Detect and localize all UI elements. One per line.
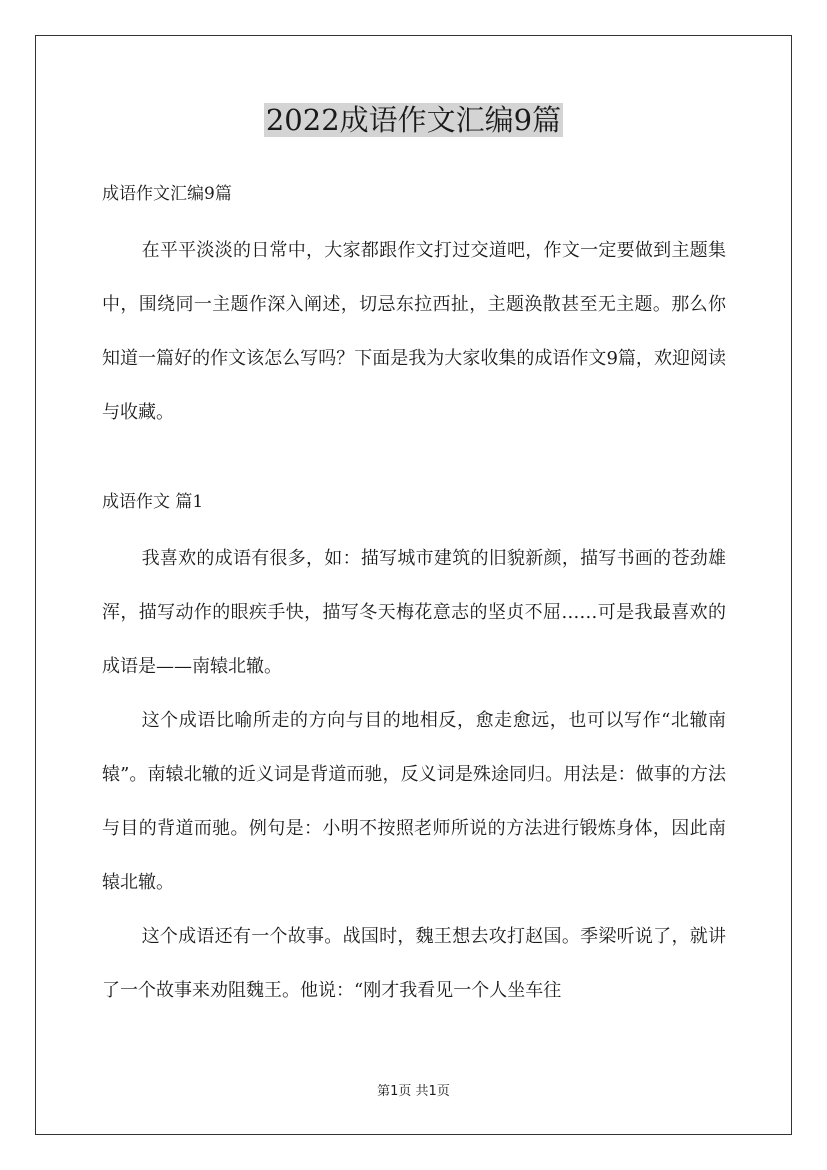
- body-paragraph-3: 这个成语还有一个故事。战国时，魏王想去攻打赵国。季梁听说了，就讲了一个故事来劝阻魏王。他说：“刚才我看见一个人坐车往: [102, 926, 726, 1001]
- document-title: [0, 98, 827, 142]
- section-heading: 成语作文 篇1: [102, 492, 204, 512]
- document-title-text: 2022成语作文汇编9篇: [265, 103, 562, 137]
- body-paragraph-2: 这个成语比喻所走的方向与目的地相反，愈走愈远，也可以写作“北辙南辕”。南辕北辙的近义词是背道而驰，反义词是殊途同归。用法是：做事的方法与目的背道而驰。例句是：小明不按照老师所说的方法进行锻炼身体，因此南辕北辙。: [102, 710, 726, 893]
- body-paragraph-1: 我喜欢的成语有很多，如：描写城市建筑的旧貌新颜，描写书画的苍劲雄浑，描写动作的眼疾手快，描写冬天梅花意志的坚贞不屈……可是我最喜欢的成语是——南辕北辙。: [102, 548, 726, 677]
- document-body: [102, 172, 726, 1018]
- intro-paragraph: 在平平淡淡的日常中，大家都跟作文打过交道吧，作文一定要做到主题集中，围绕同一主题作深入阐述，切忌东拉西扯，主题涣散甚至无主题。那么你知道一篇好的作文该怎么写吗？下面是我为大家收集的成语作文9篇，欢迎阅读与收藏。: [102, 240, 726, 423]
- document-subtitle: 成语作文汇编9篇: [102, 184, 232, 204]
- page-number: 第1页 共1页: [377, 1084, 450, 1099]
